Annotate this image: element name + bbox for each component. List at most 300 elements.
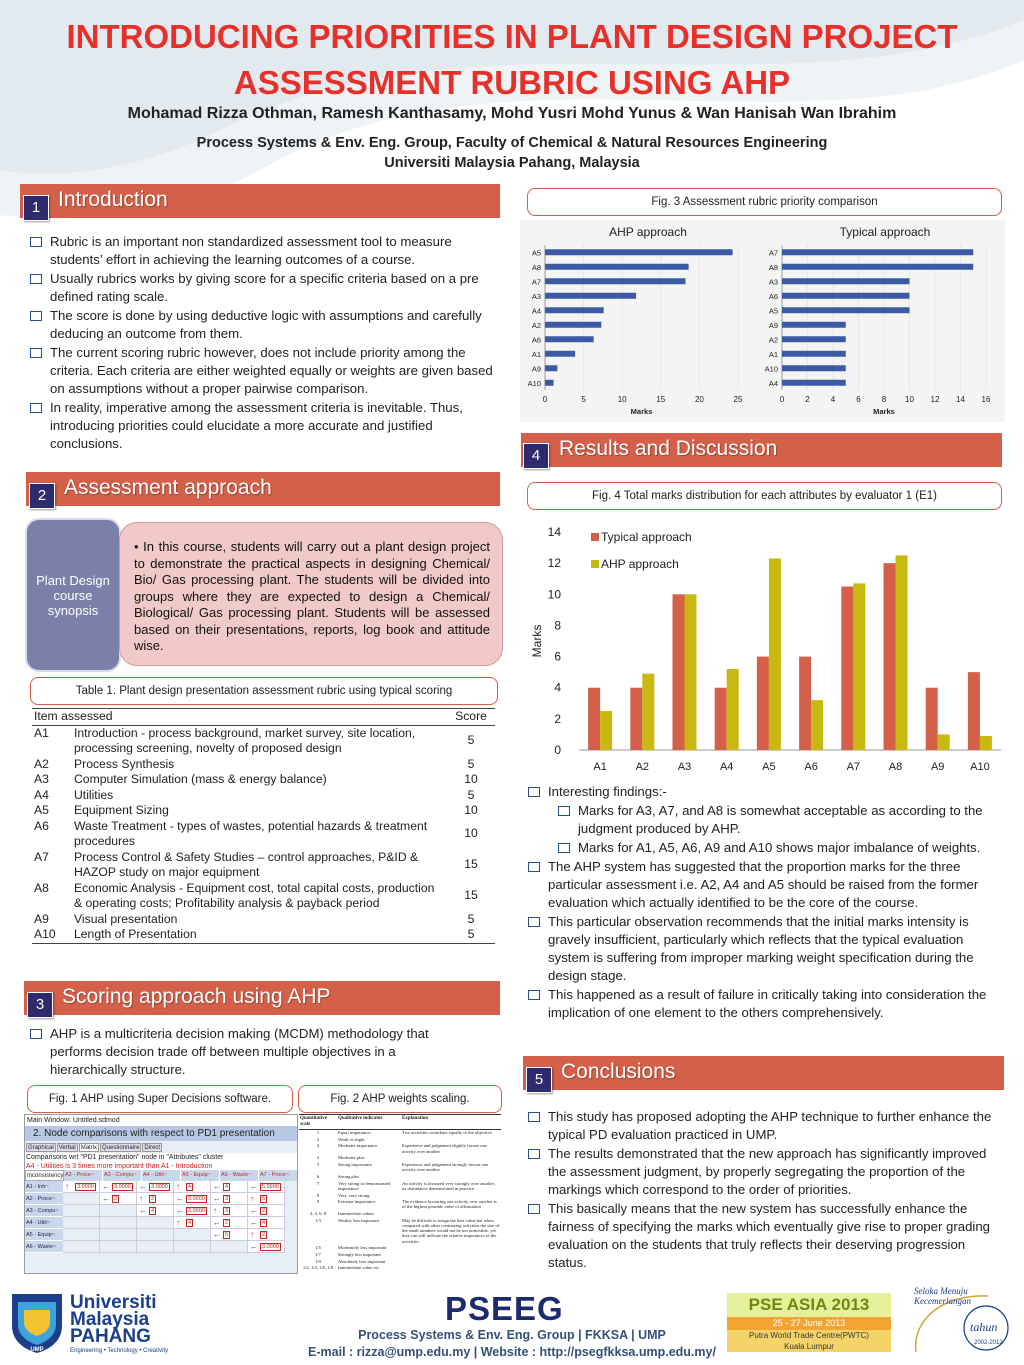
matrix-empty-cell [137,1217,174,1229]
chart-bar [545,249,733,255]
x-category-label: A4 [719,761,734,773]
ump-abbr: UMP [30,1347,44,1353]
tab-verbal[interactable]: Verbal [58,1145,76,1151]
matrix-row-label: A5 - Equip~ [25,1229,63,1241]
arrow-up-icon: ← [213,1182,221,1191]
matrix-cell[interactable] [137,1205,174,1217]
chart-bar [757,657,769,750]
x-category-label: A5 [762,761,776,773]
matrix-cell[interactable] [211,1205,248,1217]
tab-graphical[interactable]: Graphical [28,1145,54,1151]
matrix-empty-cell [100,1229,137,1241]
matrix-value: 3 [225,1208,229,1214]
x-category-label: A6 [804,761,818,773]
checkbox-bullet-icon [558,843,570,853]
matrix-empty-cell [63,1229,100,1241]
arrow-left-icon: ← [102,1194,110,1203]
list-item: This particular observation recommends that the initial marks intensity is gravely insufficient, particularly which reflects that the typical evaluation system is suffering from improper marking weight specification during the design stage. [526,913,996,985]
section-results-header [521,433,1002,467]
x-category-label: A10 [970,761,990,773]
chart-bar [782,264,973,270]
comparison-statement: A4 - Utilities is 3 times more important than A1 - Introduction [25,1162,297,1171]
ump-crest-icon [8,1290,66,1354]
chart-bar [782,249,973,255]
matrix-value: 3.0000 [114,1184,131,1190]
x-tick-label: 15 [656,395,666,404]
chart-bar [769,558,781,750]
chart-title: Typical approach [839,225,931,239]
table-cell: 1/2, 1/4, 1/6, 1/8 [302,1265,334,1271]
table-row: A3 Computer Simulation (mass & energy balance) 10 [34,772,478,786]
chart-bar [545,380,553,386]
checkbox-bullet-icon [528,1149,540,1159]
table-cell: Intermediate values [338,1211,375,1217]
table-cell: 4 [316,1155,320,1161]
chart-bar [980,736,992,750]
chart-bar [642,674,654,750]
checkbox-bullet-icon [30,403,42,413]
table-cell: 1/9 [315,1258,321,1264]
arrow-left-icon: ← [102,1182,110,1191]
table-cell: Moderate plus [338,1155,365,1161]
table-cell: 2 [316,1136,320,1142]
matrix-cell[interactable] [211,1181,248,1193]
y-category-label: A5 [531,248,541,258]
y-category-label: A3 [531,291,541,301]
x-category-label: A7 [846,761,861,773]
x-tick-label: 0 [779,395,785,404]
matrix-cell[interactable] [63,1181,100,1193]
matrix-value: 5 [262,1196,266,1202]
ahp-bullets [28,1025,468,1080]
table-row: A7 Process Control & Safety Studies – control approaches, P&ID & HAZOP study on major equipment 15 [34,849,478,879]
list-item: The current scoring rubric however, does not include priority among the criteria. Each criteria are either weighted equally or weights are given based on assumptions without a proper pairwise comparison. [28,344,496,398]
arrow-left-icon: ← [250,1206,258,1215]
matrix-empty-cell [100,1217,137,1229]
legend-label: Typical approach [601,530,692,544]
table-row [299,1259,501,1264]
table-row [299,1193,501,1198]
table-row [299,1245,501,1250]
table-row: A9 Visual presentation 5 [34,911,475,926]
arrow-up-icon: ↑ [139,1194,143,1203]
matrix-row-label: A1 - Intr~ [25,1181,63,1193]
y-tick-label: 2 [554,711,561,726]
x-axis-label: Marks [873,407,895,416]
table-cell: Experience and judgement strongly favour one activity over another [402,1162,489,1173]
chart-bar [600,711,612,750]
chart-bar [545,322,601,328]
arrow-up-icon: ← [213,1194,221,1203]
matrix-header-row: Inconsistency A2 - Proce~ A3 - Compu~ A4 - Utili~ A5 - Equip~ A6 - Waste~ A7 - Proce~ [25,1170,297,1181]
table-row: A1 Introduction - process background, market survey, site location, processing screening, novelty of proposed design 5 [34,725,475,755]
matrix-value: 3.0000 [188,1196,205,1202]
y-tick-label: 0 [554,743,561,757]
x-tick-label: 16 [981,395,991,404]
list-item: The results demonstrated that the new approach has significantly improved the assessment judgment, by properly segregating the proportion of the markings which correspond to the order of priorities. [526,1145,996,1199]
y-category-label: A9 [768,320,778,330]
matrix-value: 2 [262,1232,266,1238]
arrow-left-icon: ↑ [176,1182,180,1191]
x-tick-label: 4 [830,395,836,404]
chart-bar [545,351,575,357]
y-category-label: A10 [764,364,778,374]
list-item: This happened as a result of failure in critically taking into consideration the implication of one element to the others comprehensively. [526,986,996,1022]
matrix-value: 2 [151,1196,155,1202]
chart-bar [545,307,604,313]
table-cell [401,1193,501,1198]
arrow-left-icon: ← [250,1218,258,1227]
list-item: This basically means that the new system has successfully enhance the fairness of specifying the marks which eventually give rise to proper grading evaluation on the students that truly reflects their deserving progression status. [526,1200,996,1272]
chart-bar [841,587,853,751]
y-category-label: A5 [768,306,778,316]
synopsis-label: Plant Design course synopsis [25,518,121,672]
affiliation [0,133,1024,173]
x-tick-label: 14 [956,395,965,404]
y-category-label: A2 [768,335,778,345]
matrix-cell[interactable] [248,1241,285,1253]
chart-bar [630,688,642,750]
chart-bar [968,672,980,750]
list-item: Marks for A1, A5, A6, A9 and A10 shows major imbalance of weights. [556,839,996,857]
anniversary-years: 2002-2012 [974,1340,1003,1346]
matrix-empty-cell [137,1241,174,1253]
table-row [299,1265,501,1270]
inconsistency-button[interactable]: Inconsistency [25,1170,64,1181]
table-cell [401,1211,501,1216]
arrow-left-icon: ↑ [250,1230,254,1239]
node-comparison-heading: 2. Node comparisons with respect to PD1 presentation [25,1126,297,1141]
arrow-left-icon: ← [250,1242,258,1251]
comparison-context: Comparisons wrt "PD1 presentation" node in "Attributes" cluster [25,1153,297,1162]
synopsis-text: • In this course, students will carry out a plant design project to demonstrate the practical aspects in designing Chemical/ Bio/ Gas processing plant. The students will be divided into groups where they are expected to design a Chemical/ Biological/ Gas processing plant. Students will be assessed based on their presentations, reports, log book and attitude wise. [134,539,490,653]
matrix-cell[interactable] [211,1193,248,1205]
list-item: In reality, imperative among the assessment criteria is inevitable. Thus, introducing priorities could elucidate a more accurate and justified conclusions. [28,399,496,453]
table-cell: Very, very strong [338,1192,370,1198]
chart-bar [545,293,636,299]
rubric-table [32,708,495,944]
fig3-priority-comparison-charts [520,220,1005,422]
x-tick-label: 25 [733,395,743,404]
list-item: Usually rubrics works by giving score for a specific criteria based on a pre defined rating scale. [28,270,496,306]
list-item: This study has proposed adopting the AHP technique to further enhance the typical PD evaluation practiced in UMP. [526,1108,996,1144]
matrix-value: 4 [188,1184,192,1190]
matrix-row [25,1193,297,1205]
arrow-up-icon: ← [139,1182,147,1191]
y-category-label: A8 [768,262,778,272]
legend-swatch [591,560,599,568]
x-tick-label: 0 [542,395,548,404]
section-title: Conclusions [561,1060,676,1083]
list-item: AHP is a multicriteria decision making (MCDM) methodology that performs decision trade off between multiple objectives in a hierarchically structure. [28,1025,468,1079]
matrix-empty-cell [174,1229,211,1241]
section-title: Scoring approach using AHP [62,985,331,1008]
table-cell [401,1137,501,1142]
x-category-label: A8 [888,761,903,773]
x-category-label: A1 [593,761,607,773]
table-row [299,1174,501,1179]
y-tick-label: 14 [547,525,561,539]
matrix-cell[interactable] [174,1205,211,1217]
table-cell: May be difficult to assign the best value but when compared with other contrasting activities the size of the small numbers would not be too noticeable, yet they can still indicate the relative importance of the activities. [402,1217,500,1244]
checkbox-bullet-icon [528,990,540,1000]
table-cell: Strong importance [338,1162,373,1168]
legend-swatch [591,533,599,541]
chart-bar [673,594,685,750]
checkbox-bullet-icon [30,237,42,247]
table-cell [401,1252,501,1257]
matrix-empty-cell [63,1241,100,1253]
chart-bar [782,365,846,371]
legend-label: AHP approach [601,557,679,571]
table-cell: Equal importance [338,1130,371,1135]
arrow-left-icon: ← [213,1230,221,1239]
checkbox-bullet-icon [30,1029,42,1039]
arrow-left-icon: ← [250,1182,258,1191]
table-cell: Weak or slight [338,1136,365,1142]
ump-tagline: Engineering • Technology • Creativity [70,1348,169,1354]
x-axis-label: Marks [630,407,653,416]
matrix-value: 4 [151,1208,155,1214]
y-tick-label: 4 [554,680,561,695]
tab-questionnaire[interactable]: Questionnaire [102,1145,140,1151]
chart-bar [545,278,686,284]
x-category-label: A9 [930,761,945,773]
table-cell: Intermediate value etc. [338,1265,380,1271]
table-row [299,1211,501,1216]
table-cell [401,1155,501,1160]
matrix-cell[interactable] [174,1193,211,1205]
y-category-label: A3 [768,277,778,287]
matrix-cell[interactable] [248,1205,285,1217]
chart-bar [811,700,823,750]
table-row [299,1252,501,1257]
matrix-cell[interactable] [137,1193,174,1205]
matrix-value: 3.0000 [77,1184,94,1190]
fig2-header: Quantitative scale Qualitative indicator Explanation [299,1114,501,1130]
column-header-score: Score [447,709,495,726]
matrix-rows [25,1181,297,1253]
chart-bar [588,688,600,750]
x-tick-label: 10 [617,395,627,404]
matrix-row-label: A3 - Compu~ [25,1205,63,1217]
table-row: A4 Utilities 5 [34,787,475,802]
section-number: 3 [27,992,53,1018]
matrix-cell[interactable] [211,1229,248,1241]
table-cell: 1/5 [315,1245,321,1251]
table-cell: 1/3 [315,1217,321,1223]
y-category-label: A4 [768,378,778,388]
table-row: A10 Length of Presentation 5 [32,927,495,943]
anniversary-logo [902,1286,1018,1362]
y-category-label: A1 [531,349,541,359]
title-line-1: INTRODUCING PRIORITIES IN PLANT DESIGN PROJECT [66,18,958,55]
y-category-label: A6 [531,335,541,345]
x-category-label: A3 [677,761,692,773]
chart-bar [853,583,865,750]
comparison-tabs [25,1141,297,1152]
matrix-empty-cell [211,1241,248,1253]
arrow-left-icon: ← [213,1218,221,1227]
y-category-label: A10 [527,378,541,388]
table-row [299,1155,501,1160]
section-introduction-header [20,184,500,218]
table-cell: 1 [316,1130,320,1135]
x-category-label: A2 [635,761,650,773]
y-category-label: A8 [531,262,541,272]
comparison-matrix [25,1170,297,1253]
matrix-row-label: A4 - Utili~ [25,1217,63,1229]
results-bullets [526,783,996,1023]
matrix-value: 2 [262,1208,266,1214]
chart-title: AHP approach [609,225,687,239]
table-cell [401,1259,501,1264]
table-cell: 1/7 [315,1252,321,1258]
matrix-empty-cell [174,1241,211,1253]
table-cell [401,1265,501,1270]
y-tick-label: 12 [547,556,561,571]
anniversary-script: Seloka Menuju Kecemerlangan [914,1286,971,1306]
tab-direct[interactable]: Direct [144,1145,161,1151]
section-conclusions-header [523,1056,1004,1090]
fig1-caption: Fig. 1 AHP using Super Decisions software. [27,1085,293,1113]
matrix-value: 2 [114,1196,118,1202]
table-cell: The evidence favouring one activity over another is of the highest possible order of affirmation [402,1199,497,1210]
y-tick-label: 6 [554,649,561,664]
poster-footer [0,1282,1024,1365]
table-cell: Experience and judgement slightly favour one activity over another [402,1143,487,1154]
table-cell: Strong plus [338,1173,360,1179]
chart-bar [782,278,910,284]
footer-contact-line-2: E-mail : rizza@ump.edu.my | Website : http://psegfkksa.ump.edu.my/ [308,1345,716,1359]
table-cell: 7 [316,1180,320,1186]
chart-bar [799,657,811,750]
matrix-cell[interactable] [248,1181,285,1193]
chart-bar [545,336,594,342]
y-category-label: A9 [531,364,541,374]
section-number: 5 [526,1067,552,1093]
table-cell: Absolutely less important [338,1258,386,1264]
list-item: The AHP system has suggested that the proportion marks for the three particular assessment i.e. A2, A4 and A5 should be raised from the former evaluation which actually identified to be the core of the course. [526,858,996,912]
y-category-label: A7 [531,277,541,287]
section-number: 1 [23,195,49,221]
chart-bar [727,669,739,750]
authors: Mohamad Rizza Othman, Ramesh Kanthasamy, Mohd Yusri Mohd Yunus & Wan Hanisah Wan Ibrahim [127,105,897,122]
x-tick-label: 5 [581,395,586,404]
checkbox-bullet-icon [528,787,540,797]
matrix-value: 3.0000 [262,1244,279,1250]
table-cell: 9 [316,1199,320,1205]
matrix-row [25,1241,297,1253]
fig1-superdecisions-screenshot [24,1114,298,1274]
matrix-cell[interactable] [211,1217,248,1229]
table-row [299,1143,501,1153]
table-cell: 3 [316,1143,320,1149]
matrix-row [25,1205,297,1217]
matrix-empty-cell [100,1241,137,1253]
table-row: A6 Waste Treatment - types of wastes, potential hazards & treatment procedures 10 [34,818,478,848]
conclusion-bullets [526,1108,996,1273]
table-cell: Strongly less important [338,1252,381,1258]
table-row [299,1130,501,1135]
table1-caption: Table 1. Plant design presentation assessment rubric using typical scoring [30,677,498,705]
matrix-cell[interactable] [248,1229,285,1241]
chart-bar [782,307,910,313]
matrix-value: 2 [225,1220,229,1226]
table-cell: An activity is favoured very strongly over another; its dominance demonstrated in practice [402,1180,496,1191]
checkbox-bullet-icon [30,348,42,358]
x-tick-label: 6 [856,395,861,404]
arrow-left-icon: ← [176,1206,184,1215]
matrix-cell[interactable] [248,1193,285,1205]
table-cell: 6 [316,1173,320,1179]
fig2-caption: Fig. 2 AHP weights scaling. [298,1085,502,1113]
section-assessment-header [26,472,500,506]
matrix-value: 4 [188,1220,192,1226]
table-row [299,1218,501,1244]
table-row: A5 Equipment Sizing 10 [34,803,478,817]
chart-bar [938,734,950,750]
checkbox-bullet-icon [558,806,570,816]
arrow-up-icon: ↑ [65,1182,69,1191]
matrix-value: 3.0000 [188,1208,205,1214]
matrix-cell[interactable] [174,1217,211,1229]
fig3-caption: Fig. 3 Assessment rubric priority comparison [527,188,1002,216]
tab-matrix[interactable]: Matrix [80,1145,98,1151]
pse-asia-logo: PSE ASIA 2013 25 - 27 June 2013 Putra World Trade Centre(PWTC) Kuala Lumpur [727,1293,891,1359]
matrix-cell[interactable] [174,1181,211,1193]
chart-bar [685,594,697,750]
chart-bar [896,555,908,750]
table-row: A2 Process Synthesis 5 [34,756,475,771]
y-category-label: A4 [531,306,541,316]
matrix-cell[interactable] [248,1217,285,1229]
matrix-empty-cell [63,1217,100,1229]
arrow-left-icon: ← [176,1194,184,1203]
matrix-value: 3.0000 [151,1184,168,1190]
matrix-cell[interactable] [137,1181,174,1193]
y-tick-label: 8 [554,618,561,633]
affiliation-line-2: Universiti Malaysia Pahang, Malaysia [384,155,640,171]
section-number: 2 [29,483,55,509]
checkbox-bullet-icon [528,917,540,927]
x-tick-label: 20 [694,395,704,404]
chart-bar [782,322,846,328]
matrix-row [25,1181,297,1193]
matrix-cell[interactable] [100,1181,137,1193]
chart-bar [782,336,846,342]
matrix-row-label: A6 - Waste~ [25,1241,63,1253]
table-cell: 2, 4, 6, 8 [309,1211,327,1217]
y-tick-label: 10 [547,587,561,602]
footer-contact-line-1: Process Systems & Env. Eng. Group | FKKSA | UMP [358,1328,666,1342]
x-tick-label: 2 [805,395,810,404]
matrix-row [25,1229,297,1241]
matrix-cell[interactable] [100,1193,137,1205]
checkbox-bullet-icon [528,862,540,872]
checkbox-bullet-icon [30,274,42,284]
y-axis-label: Marks [530,624,544,658]
affiliation-line-1: Process Systems & Env. Eng. Group, Faculty of Chemical & Natural Resources Engineering [196,135,828,151]
table-cell: Two activities contribute equally to the objective [402,1130,492,1135]
synopsis-box [119,522,503,666]
matrix-row [25,1217,297,1229]
list-item: The score is done by using deductive logic with assumptions and carefully deducing an outcome from them. [28,307,496,343]
introduction-bullets [28,233,496,454]
x-tick-label: 12 [930,395,940,404]
course-synopsis [25,518,503,666]
list-item: Interesting findings:- [526,783,996,801]
